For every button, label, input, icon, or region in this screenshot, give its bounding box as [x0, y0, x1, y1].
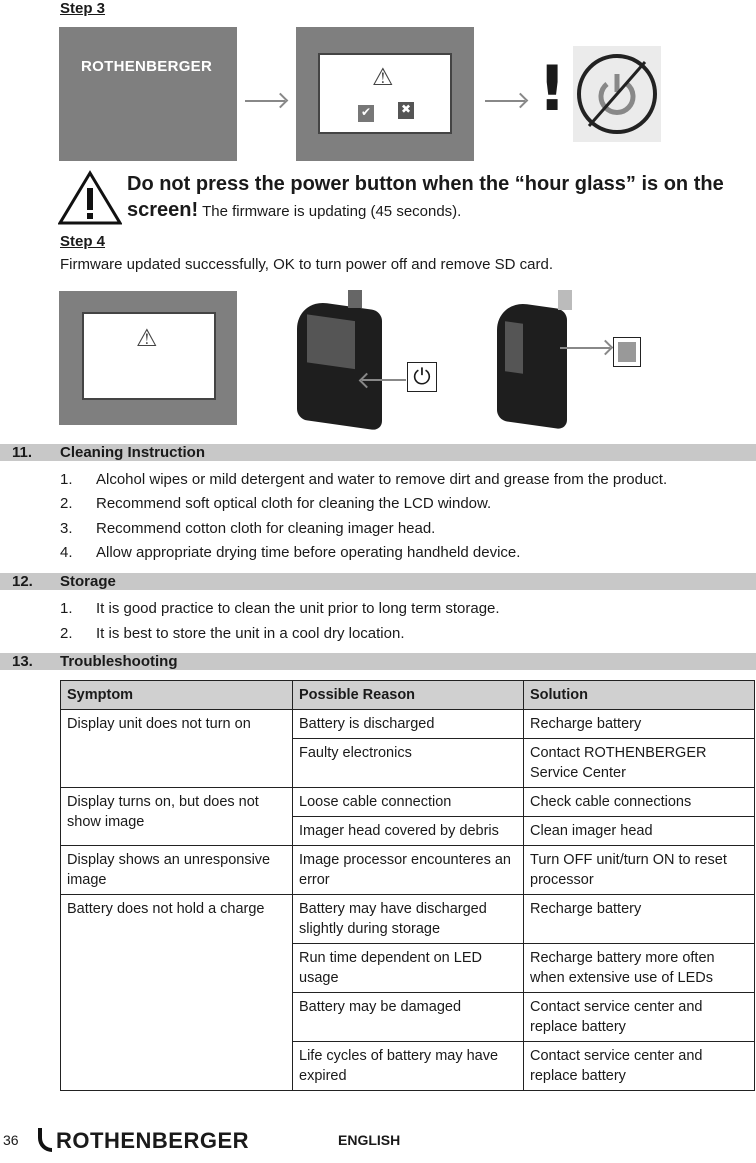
section-number: 13.	[12, 653, 33, 670]
device-connector	[348, 290, 362, 308]
section-storage	[0, 573, 756, 590]
item-number: 2.	[60, 625, 73, 642]
warning-text	[127, 172, 747, 224]
hourglass-dialog	[318, 53, 452, 134]
reason-cell: Battery may have discharged slightly during storage	[293, 895, 524, 944]
check-icon: ✔	[358, 105, 374, 122]
no-power-icon	[573, 46, 661, 142]
list-item	[60, 471, 667, 488]
device-sd-image	[497, 300, 567, 430]
item-text: It is best to store the unit in a cool dry location.	[96, 625, 405, 642]
updating-screen-image	[296, 27, 474, 161]
reason-cell: Battery is discharged	[293, 710, 524, 739]
power-icon: ⏻	[407, 362, 437, 392]
section-cleaning	[0, 444, 756, 461]
sd-card-icon	[613, 337, 641, 367]
list-item	[60, 625, 405, 642]
symptom-cell: Display turns on, but does not show image	[61, 788, 293, 846]
header-reason: Possible Reason	[293, 681, 524, 710]
table-row	[61, 846, 755, 895]
warning-bold: Do not press the power button when the “hour glass” is on the screen!	[127, 173, 724, 221]
footer-logo	[38, 1128, 249, 1154]
symptom-cell: Display unit does not turn on	[61, 710, 293, 788]
step4-text: Firmware updated successfully, OK to turn power off and remove SD card.	[60, 256, 553, 273]
reason-cell: Faulty electronics	[293, 739, 524, 788]
item-number: 4.	[60, 544, 73, 561]
page-number: 36	[3, 1132, 19, 1148]
solution-cell: Recharge battery	[524, 895, 755, 944]
cross-icon: ✖	[398, 102, 414, 119]
reason-cell: Image processor encounteres an error	[293, 846, 524, 895]
section-troubleshooting	[0, 653, 756, 670]
warning-triangle-icon	[58, 170, 122, 230]
solution-cell: Contact ROTHENBERGER Service Center	[524, 739, 755, 788]
reason-cell: Imager head covered by debris	[293, 817, 524, 846]
item-text: Alcohol wipes or mild detergent and water to remove dirt and grease from the product.	[96, 471, 668, 488]
item-text: Recommend soft optical cloth for cleaning the LCD window.	[96, 495, 492, 512]
reason-cell: Run time dependent on LED usage	[293, 944, 524, 993]
table-header-row	[61, 681, 755, 710]
list-item	[60, 544, 520, 561]
exclamation-icon: !	[538, 52, 567, 125]
device-screen	[307, 314, 355, 369]
item-number: 1.	[60, 471, 73, 488]
table-row	[61, 895, 755, 944]
device-power-image	[297, 299, 382, 431]
arrow-icon	[362, 379, 406, 381]
solution-cell: Check cable connections	[524, 788, 755, 817]
splash-screen-image	[59, 27, 237, 161]
update-done-screen-image	[59, 291, 237, 425]
arrow-icon	[485, 100, 525, 102]
warning-icon: ⚠	[136, 325, 158, 352]
footer-language: ENGLISH	[338, 1132, 401, 1148]
symptom-cell: Battery does not hold a charge	[61, 895, 293, 1091]
section-number: 11.	[12, 444, 33, 461]
arrow-icon	[560, 347, 610, 349]
list-item	[60, 520, 435, 537]
step3-label: Step 3	[60, 0, 106, 17]
done-dialog	[82, 312, 216, 400]
splash-logo: ROTHENBERGER	[81, 58, 213, 75]
step4-label: Step 4	[60, 233, 106, 250]
logo-swoosh-icon	[38, 1128, 52, 1152]
footer-brand: ROTHENBERGER	[56, 1128, 250, 1153]
table-row	[61, 788, 755, 817]
troubleshooting-table	[60, 680, 755, 1091]
reason-cell: Battery may be damaged	[293, 993, 524, 1042]
solution-cell: Recharge battery	[524, 710, 755, 739]
arrow-icon	[245, 100, 285, 102]
solution-cell: Contact service center and replace battery	[524, 1042, 755, 1091]
section-number: 12.	[12, 573, 33, 590]
list-item	[60, 600, 500, 617]
solution-cell: Contact service center and replace battery	[524, 993, 755, 1042]
device-connector	[558, 290, 572, 310]
warning-detail: The firmware is updating (45 seconds).	[202, 203, 462, 220]
reason-cell: Life cycles of battery may have expired	[293, 1042, 524, 1091]
reason-cell: Loose cable connection	[293, 788, 524, 817]
hourglass-warning-icon: ⚠	[372, 64, 394, 91]
symptom-cell: Display shows an unresponsive image	[61, 846, 293, 895]
item-number: 3.	[60, 520, 73, 537]
item-text: Allow appropriate drying time before operating handheld device.	[96, 544, 521, 561]
header-symptom: Symptom	[61, 681, 293, 710]
section-title: Troubleshooting	[60, 653, 178, 670]
item-text: It is good practice to clean the unit prior to long term storage.	[96, 600, 500, 617]
item-number: 2.	[60, 495, 73, 512]
solution-cell: Turn OFF unit/turn ON to reset processor	[524, 846, 755, 895]
header-solution: Solution	[524, 681, 755, 710]
device-screen	[505, 321, 523, 374]
section-title: Cleaning Instruction	[60, 444, 206, 461]
table-row	[61, 710, 755, 739]
solution-cell: Clean imager head	[524, 817, 755, 846]
solution-cell: Recharge battery more often when extensive use of LEDs	[524, 944, 755, 993]
item-number: 1.	[60, 600, 73, 617]
section-title: Storage	[60, 573, 116, 590]
list-item	[60, 495, 491, 512]
item-text: Recommend cotton cloth for cleaning imager head.	[96, 520, 436, 537]
